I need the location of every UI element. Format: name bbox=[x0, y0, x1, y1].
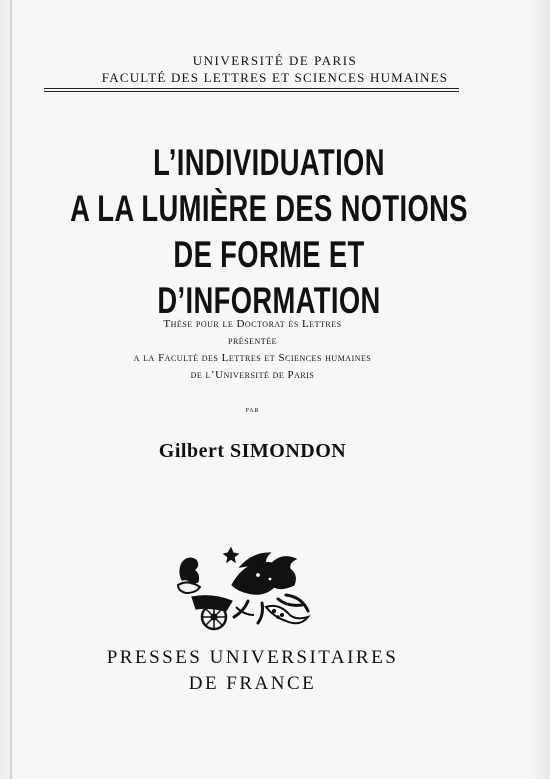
thesis-line-4: de l’Université de Paris bbox=[190, 369, 315, 381]
author-name: Gilbert SIMONDON bbox=[158, 440, 347, 462]
by-label: par bbox=[245, 404, 260, 414]
publisher-chariot-logo-icon bbox=[170, 545, 330, 640]
header-rule-bottom bbox=[44, 91, 459, 92]
header-rule-top bbox=[44, 88, 459, 89]
publisher-name bbox=[0, 645, 505, 697]
publisher-line-2: DE FRANCE bbox=[188, 673, 317, 694]
title-line-3: DE FORME ET D’INFORMATION bbox=[157, 234, 381, 321]
thesis-statement bbox=[0, 316, 505, 384]
institution-header bbox=[0, 52, 550, 86]
title-line-1: L’INDIVIDUATION bbox=[153, 142, 385, 183]
thesis-line-3: a la Faculté des Lettres et Sciences humaines bbox=[133, 352, 372, 364]
university-name: UNIVERSITÉ DE PARIS bbox=[192, 53, 358, 68]
thesis-line-2: présentée bbox=[228, 335, 277, 347]
publisher-line-1: PRESSES UNIVERSITAIRES bbox=[106, 647, 399, 668]
title-line-2: A LA LUMIÈRE DES NOTIONS bbox=[70, 188, 468, 229]
thesis-line-1: Thèse pour le Doctorat ès Lettres bbox=[163, 318, 342, 330]
faculty-name: FACULTÉ DES LETTRES ET SCIENCES HUMAINES bbox=[101, 70, 449, 85]
book-title bbox=[66, 140, 473, 324]
